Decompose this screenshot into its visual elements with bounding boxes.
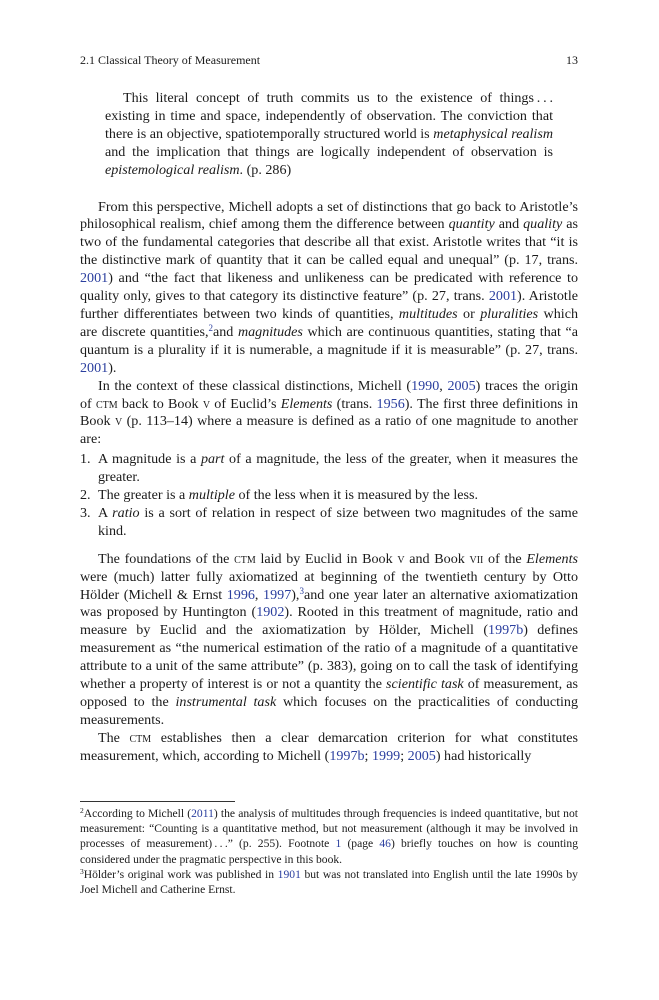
footnote-divider [80, 801, 235, 802]
list-number: 3. [80, 504, 91, 521]
citation-link[interactable]: 1901 [277, 867, 301, 881]
text: ; [400, 747, 408, 764]
footnote-2 [80, 806, 578, 867]
text: , [254, 586, 264, 603]
citation-link[interactable]: 2001 [488, 288, 518, 305]
text: . (p. 286) [239, 161, 292, 178]
page-link[interactable]: 46 [379, 837, 391, 851]
text: From this perspective, Michell adopts a set of distinctions that go back to Aristotle’s philosophical realism, chief among them the difference between [80, 198, 578, 233]
footnote-marker[interactable]: 2 [208, 322, 213, 333]
footnotes [80, 806, 578, 897]
text: ). Rooted in this treatment of magnitude, ratio and measure by Euclid and the axiomatization by Hölder, Michell ( [80, 604, 578, 639]
text: which are discrete quantities, [80, 305, 578, 340]
footnote-number: 2 [80, 806, 84, 815]
text: and Book [404, 550, 470, 567]
footnote-number: 3 [80, 866, 84, 876]
emphasis: multiple [188, 487, 235, 504]
small-caps-text: ctm [96, 395, 118, 412]
text: ) defines measurement as “the numerical estimation of the ratio of a magnitude of a quantitative attribute to a unit of the same attribute” (p. 383), going on to call the task of identifying whether a property of interest is or not a quantity the [80, 622, 578, 693]
text: ). [108, 359, 117, 376]
small-caps-text: vii [469, 550, 484, 567]
emphasis: multitudes [398, 305, 458, 322]
text: ), [291, 586, 300, 603]
emphasis: quantity [448, 216, 495, 233]
text: A [98, 504, 113, 521]
text: of Euclid’s [210, 395, 281, 412]
footnote-3 [80, 867, 578, 897]
paragraph-3 [80, 551, 578, 730]
text: as two of the fundamental categories that describe all that exist. Aristotle writes that “it is the distinctive mark of quantity that it can be called equal and unequal” (p. 17, trans. [80, 216, 578, 269]
text: ; [364, 747, 372, 764]
text: Hölder’s original work was published in [83, 867, 278, 881]
citation-link[interactable]: 2005 [407, 747, 436, 764]
text: ) briefly touches on how is counting considered under the pragmatic perspective in this book. [80, 837, 578, 866]
text: establishes then a clear demarcation criterion for what constitutes measurement, which, according to Michell ( [80, 729, 579, 764]
text: ). Aristotle further differentiates between two kinds of quantities, [80, 288, 578, 322]
main-text [80, 90, 578, 766]
small-caps-text: ctm [129, 729, 152, 746]
block-quote [105, 90, 553, 180]
text: of a magnitude, the less of the greater, when it measures the greater. [98, 451, 578, 486]
emphasis: part [200, 451, 225, 468]
citation-link[interactable]: 1902 [256, 604, 285, 621]
list-item [80, 451, 578, 487]
text: The foundations of the [98, 550, 235, 567]
citation-link[interactable]: 2011 [191, 807, 214, 820]
citation-link[interactable]: 1956 [376, 395, 405, 412]
citation-link[interactable]: 1997b [488, 622, 524, 639]
emphasis: epistemological realism [105, 161, 240, 178]
citation-link[interactable]: 1997b [329, 747, 365, 764]
footnote-link[interactable]: 1 [335, 837, 342, 851]
text: According to Michell ( [83, 807, 192, 820]
quote-paragraph [105, 90, 553, 180]
paragraph-2 [80, 378, 578, 450]
text: The [98, 729, 130, 746]
paragraph-1 [80, 199, 578, 378]
emphasis: pluralities [480, 305, 539, 322]
text: and [213, 323, 238, 340]
text: and the implication that things are logically independent of observation is [105, 143, 553, 160]
text: ) the analysis of multitudes through frequencies is indeed quantitative, but not measurement: “Counting is a quantitative method, but not measurement (although it may be involved in processes of measurement) . . .” (p. 255). Footnote [80, 807, 578, 851]
section-title: 2.1 Classical Theory of Measurement [80, 53, 261, 67]
text: laid by Euclid in Book [255, 550, 398, 567]
list-item [80, 505, 578, 541]
emphasis: Elements [280, 395, 333, 412]
footnote-marker[interactable]: 3 [299, 585, 304, 596]
text: back to Book [117, 395, 203, 412]
emphasis: quality [523, 216, 563, 233]
text: which are continuous quantities, stating that “a quantum is a plurality if it is numerable, a magnitude if it is measurable” (p. 27, trans. [80, 323, 578, 358]
text: of measurement, as opposed to the [80, 676, 578, 710]
small-caps-text: v [114, 413, 123, 430]
citation-link[interactable]: 2005 [447, 377, 476, 394]
emphasis: Elements [526, 550, 578, 567]
emphasis: ratio [112, 504, 140, 521]
text: or [457, 305, 481, 322]
citation-link[interactable]: 1990 [411, 377, 440, 394]
text: of the less when it is measured by the less. [234, 487, 479, 504]
text: In the context of these classical distinctions, Michell ( [98, 377, 412, 394]
citation-link[interactable]: 2001 [80, 359, 109, 376]
citation-link[interactable]: 1996 [226, 586, 255, 603]
list-number: 2. [80, 487, 91, 504]
text: (page [341, 837, 380, 851]
small-caps-text: v [202, 395, 211, 412]
text: ) and “the fact that likeness and unlikeness can be predicated with reference to quality only, gives to that category its distinctive feature” (p. 27, trans. [80, 270, 578, 305]
page-number: 13 [566, 53, 578, 67]
paragraph-4 [80, 730, 578, 766]
text: ). The first three definitions in Book [80, 395, 578, 430]
emphasis: metaphysical realism [433, 125, 553, 142]
text: were (much) latter fully axiomatized at beginning of the twentieth century by Otto Hölder (Michell & Ernst [80, 568, 578, 603]
emphasis: scientific task [386, 676, 464, 693]
small-caps-text: v [397, 550, 405, 567]
text: but was not translated into English until the late 1990s by Joel Michell and Catherine Ernst. [80, 867, 578, 897]
text: ) traces the origin of [80, 377, 578, 412]
text: is a sort of relation in respect of size between two magnitudes of the same kind. [98, 504, 578, 539]
emphasis: instrumental task [175, 694, 277, 710]
text: and one year later an alternative axiomatization was proposed by Huntington ( [80, 586, 578, 621]
text: which focuses on the practicalities of conducting measurements. [80, 694, 579, 728]
emphasis: magnitudes [237, 323, 303, 340]
text: (p. 113–14) where a measure is defined as a ratio of one magnitude to another are: [80, 413, 578, 448]
list-number: 1. [80, 451, 91, 468]
list-item [80, 487, 578, 505]
text: and [494, 216, 524, 233]
text: ) had historically [435, 747, 532, 764]
text: of the [483, 550, 527, 567]
text: A magnitude is a [98, 451, 201, 468]
text: The greater is a [98, 487, 189, 504]
citation-link[interactable]: 2001 [80, 270, 109, 287]
citation-link[interactable]: 1999 [372, 747, 401, 764]
definitions-list [80, 451, 578, 541]
citation-link[interactable]: 1997 [263, 586, 292, 603]
small-caps-text: ctm [234, 550, 256, 567]
text: , [439, 377, 448, 394]
text: This literal concept of truth commits us to the existence of things . . . existing in time and space, independently of observation. The conviction that there is an objective, spatiotemporally structured world is [105, 90, 553, 142]
text: (trans. [332, 395, 377, 412]
